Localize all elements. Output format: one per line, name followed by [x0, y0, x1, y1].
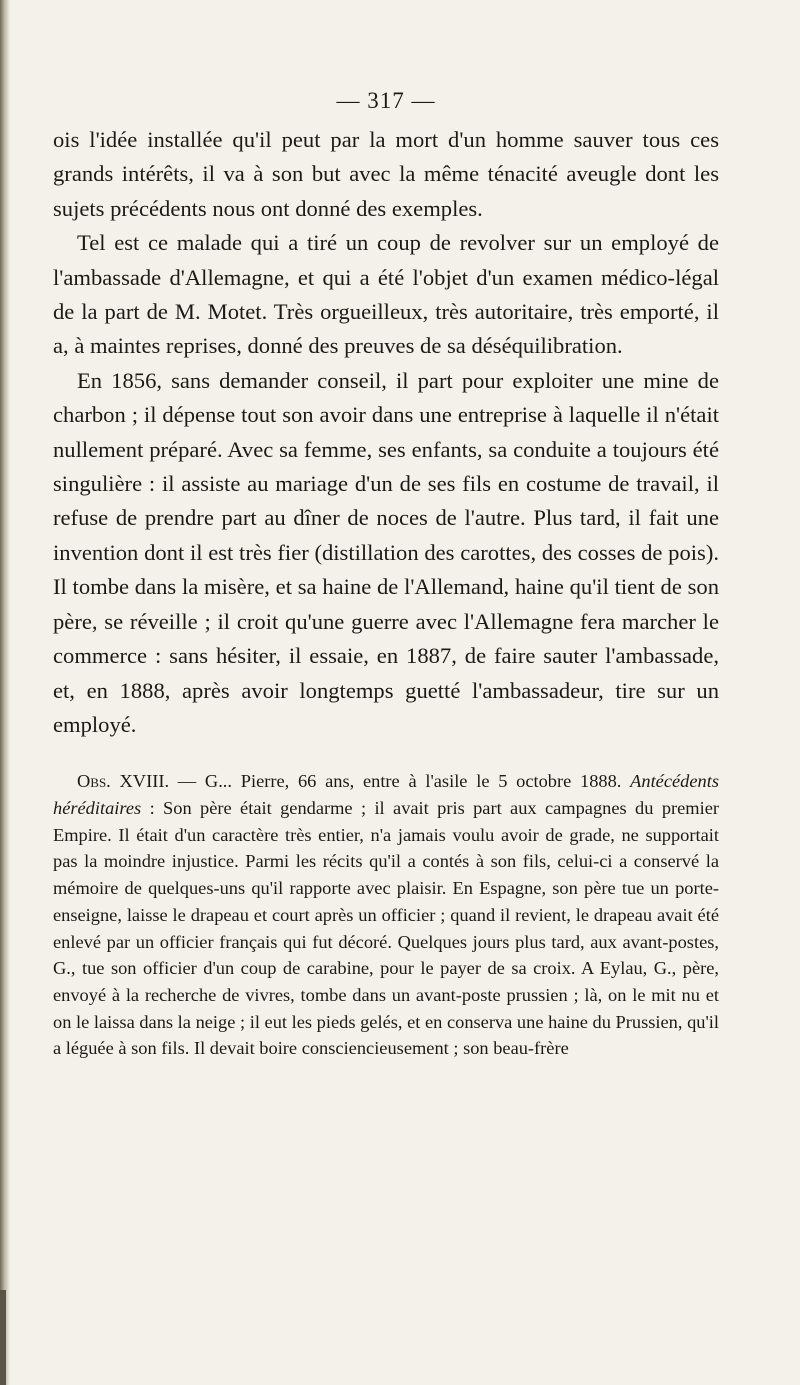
paragraph-3: En 1856, sans demander conseil, il part pour exploiter une mine de charbon ; il dépense tout son avoir dans une entreprise à laquelle il n'était nullement préparé. Avec sa femme, ses enfants, sa conduite a toujours été singulière : il assiste au mariage d'un de ses fils en costume de travail, il refuse de prendre part au dîner de noces de l'autre. Plus tard, il fait une invention dont il est très fier (distillation des carottes, des cosses de pois). Il tombe dans la misère, et sa haine de l'Allemand, haine qu'il tient de son père, se réveille ; il croit qu'une guerre avec l'Allemagne fera marcher le commerce : sans hésiter, il essaie, en 1887, de faire sauter l'ambassade, et, en 1888, après avoir longtemps guetté l'ambassadeur, tire sur un employé. [53, 367, 719, 737]
observation-body: : Son père était gendarme ; il avait pris part aux campagnes du premier Empire. Il était d'un caractère très entier, n'a jamais voulu avoir de grade, ne supportait pas la moindre injustice. Parmi les récits qu'il a contés à son fils, celui-ci a conservé la mémoire de quelques-uns qu'il rapporte avec plaisir. En Espagne, son père tue un porte-enseigne, laisse le drapeau et court après un officier ; quand il revient, le drapeau avait été enlevé par un officier français qui fut décoré. Quelques jours plus tard, aux avant-postes, G., tue son officier d'un coup de carabine, pour le payer de sa croix. A Eylau, G., père, envoyé à la recherche de vivres, tombe dans un avant-poste prussien ; là, on le mit nu et on le laissa dans la neige ; il eut les pieds gelés, et en conserva une haine du Prussien, qu'il a léguée à son fils. Il devait boire consciencieusement ; son beau-frère [53, 798, 719, 1059]
observation-label: Obs. XVIII. [77, 771, 170, 792]
main-text [53, 123, 719, 742]
page-binding-shadow [0, 1290, 6, 1385]
paragraph-1: ois l'idée installée qu'il peut par la mort d'un homme sauver tous ces grands intérêts, il va à son but avec la même ténacité aveugle dont les sujets précédents nous ont donné des exemples. [53, 127, 719, 221]
page-number: — 317 — [336, 88, 436, 113]
observation-header: — G... Pierre, 66 ans, entre à l'asile le 5 octobre 1888. [169, 771, 631, 792]
page-binding-edge [0, 0, 10, 1385]
observation-block [53, 768, 719, 1062]
observation-heading: Antécédents héréditaires [53, 771, 719, 819]
book-page [53, 88, 719, 1062]
observation-paragraph [53, 768, 719, 1062]
paragraph-2: Tel est ce malade qui a tiré un coup de revolver sur un employé de l'ambassade d'Allemagne, et qui a été l'objet d'un examen médico-légal de la part de M. Motet. Très orgueilleux, très autoritaire, très emporté, il a, à maintes reprises, donné des preuves de sa déséquilibration. [53, 230, 719, 359]
